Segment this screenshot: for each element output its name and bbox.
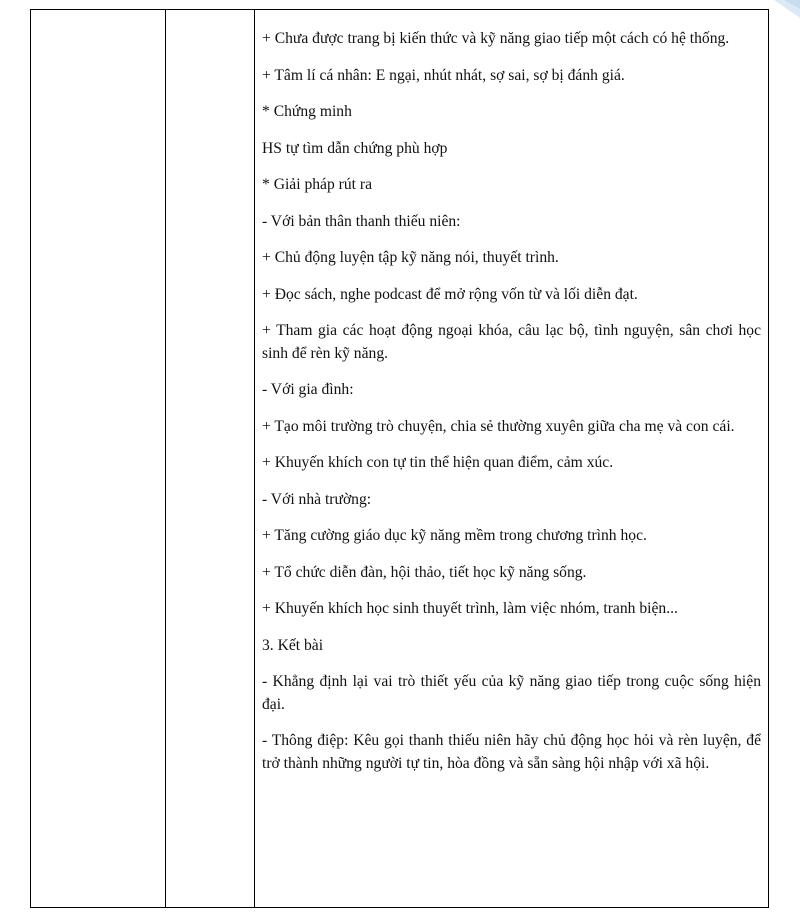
text-paragraph: - Khẳng định lại vai trò thiết yếu của kỹ năng giao tiếp trong cuộc sống hiện đại. [262, 673, 761, 713]
subsection-heading: - Với nhà trường: [262, 490, 372, 508]
section-heading: 3. Kết bài [262, 636, 324, 654]
text-paragraph: + Khuyến khích con tự tin thể hiện quan điểm, cảm xúc. [262, 454, 614, 471]
text-paragraph: + Tạo môi trường trò chuyện, chia sẻ thường xuyên giữa cha mẹ và con cái. [262, 417, 735, 435]
document-table [30, 9, 769, 908]
section-heading: * Chứng minh [262, 103, 352, 120]
text-paragraph: + Tâm lí cá nhân: E ngại, nhút nhát, sợ sai, sợ bị đánh giá. [262, 66, 625, 84]
text-paragraph: + Khuyến khích học sinh thuyết trình, làm việc nhóm, tranh biện... [262, 600, 678, 617]
table-column-divider [254, 10, 255, 907]
text-paragraph: + Đọc sách, nghe podcast để mở rộng vốn từ và lối diễn đạt. [262, 285, 638, 303]
content-cell [262, 28, 761, 789]
subsection-heading: - Với bản thân thanh thiếu niên: [262, 212, 461, 230]
table-column-divider [165, 10, 166, 907]
text-paragraph: HS tự tìm dẫn chứng phù hợp [262, 139, 448, 157]
text-paragraph: + Tăng cường giáo dục kỹ năng mềm trong chương trình học. [262, 527, 647, 544]
text-paragraph: + Chưa được trang bị kiến thức và kỹ năng giao tiếp một cách có hệ thống. [262, 30, 730, 47]
text-paragraph: + Tổ chức diễn đàn, hội thảo, tiết học kỹ năng sống. [262, 563, 587, 581]
subsection-heading: - Với gia đình: [262, 381, 354, 398]
text-paragraph: + Tham gia các hoạt động ngoại khóa, câu lạc bộ, tình nguyện, sân chơi học sinh để rèn kỹ năng. [262, 322, 761, 362]
section-heading: * Giải pháp rút ra [262, 176, 372, 193]
text-paragraph: + Chủ động luyện tập kỹ năng nói, thuyết trình. [262, 249, 559, 266]
text-paragraph: - Thông điệp: Kêu gọi thanh thiếu niên hãy chủ động học hỏi và rèn luyện, để trở thành những người tự tin, hòa đồng và sẵn sàng hội nhập với xã hội. [262, 732, 761, 772]
